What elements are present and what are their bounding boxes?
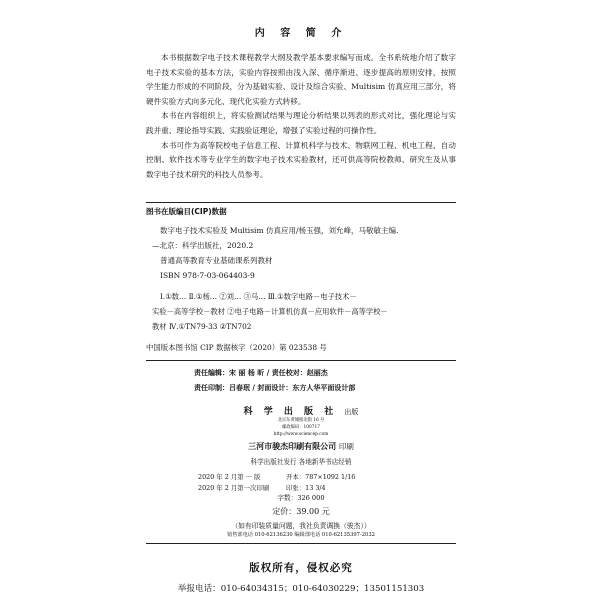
- cip-number: 中国版本图书馆 CIP 数据核字（2020）第 023538 号: [146, 343, 327, 353]
- rights-notice: 版权所有，侵权必究: [249, 562, 353, 575]
- cip-classification-2: 实验－高等学校－教材 ②电子电路－计算机仿真－应用软件－高等学校－: [152, 307, 388, 317]
- cip-series-line: 普通高等教育专业基础课系列教材: [160, 256, 273, 266]
- publisher-address: 北京东黄城根北街 16 号: [277, 418, 325, 424]
- editors-line-1: 责任编辑：宋 丽 杨 昕 / 责任校对：赵丽杰: [194, 368, 328, 378]
- report-phones: 举报电话：010-64034315；010-64030229；13501151303: [177, 584, 425, 595]
- publisher-name-text: 科 学 出 版 社: [243, 407, 338, 418]
- intro-paragraph-1: 本书根据数字电子技术课程教学大纲及教学基本要求编写而成。全书系统地介绍了数字电子技术实验的基本方法，实验内容按照由浅入深、循序渐进、逐步提高的原则安排，按照学生能力形成的不同阶段，分为基础实验、设计及综合实验、Multisim 仿真应用三部分，将硬件实验方式向多元化、现代化实验方式转移。: [146, 53, 456, 106]
- intro-paragraph-3: 本书可作为高等院校电子信息工程、计算机科学与技术、物联网工程、机电工程、自动控制、软件技术等专业学生的数字电子技术实验教材，还可供高等院校教师、研究生及从事数字电子技术研究的科技人员参考。: [146, 140, 456, 179]
- cip-title-line: 数字电子技术实验及 Multisim 仿真应用/杨玉强，刘允峰，马敬敏主编.: [160, 226, 399, 236]
- sheets-line: 印张：13 3/4: [286, 483, 326, 492]
- cip-publisher-line: —北京：科学出版社，2020.2: [152, 241, 254, 251]
- printer-line: [146, 441, 456, 452]
- cip-classification-3: 教材 Ⅳ.①TN79-33 ②TN702: [152, 322, 252, 332]
- cip-heading: 图书在版编目(CIP)数据: [146, 207, 227, 217]
- printing-line: 2020 年 2 月第一次印刷: [198, 483, 270, 492]
- publisher-block: [146, 404, 456, 466]
- intro-title: 内 容 简 介: [254, 28, 348, 39]
- editors-line-2: 责任印制：吕春珉 / 封面设计：东方人华平面设计部: [194, 383, 356, 393]
- publisher-postcode: 邮政编码：100717: [282, 425, 320, 431]
- department-phones: 销售部电话 010-62136230 编辑部电话 010-62135397-2032: [227, 532, 375, 539]
- publisher-name-suffix: 出版: [344, 408, 359, 417]
- intro-paragraph-2: 本书在内容组织上，将实验测试结果与理论分析结果以列表的形式对比，强化理论与实践并重、理论指导实践、实践验证理论，增强了实验过程的可操作性。: [146, 111, 456, 135]
- divider-bottom: [146, 543, 456, 544]
- publisher-website: http://www.sciencep.com: [273, 432, 329, 438]
- publisher-name: [146, 404, 456, 417]
- edition-specs: [146, 472, 456, 493]
- divider-top: [146, 202, 456, 203]
- price: 定价：39.00 元: [272, 507, 330, 517]
- copyright-page: [146, 0, 456, 600]
- quality-note: （如有印装质量问题，我社负责调换（骏杰））: [231, 522, 371, 531]
- cip-isbn-line: ISBN 978-7-03-064403-9: [160, 271, 255, 281]
- distribution-line: 科学出版社发行 各地新华书店经销: [250, 458, 352, 467]
- format-line: 开本：787×1092 1/16: [286, 473, 356, 482]
- printer-name: 三河市骏杰印刷有限公司: [248, 441, 337, 452]
- cip-classification-1: Ⅰ.①数… Ⅱ.①杨… ②刘… ③马… Ⅲ.①数字电路－电子技术－: [160, 292, 357, 302]
- printer-suffix: 印刷: [338, 442, 354, 452]
- word-count: 字数：326 000: [277, 494, 325, 503]
- edition-line: 2020 年 2 月第 一 版: [198, 473, 261, 482]
